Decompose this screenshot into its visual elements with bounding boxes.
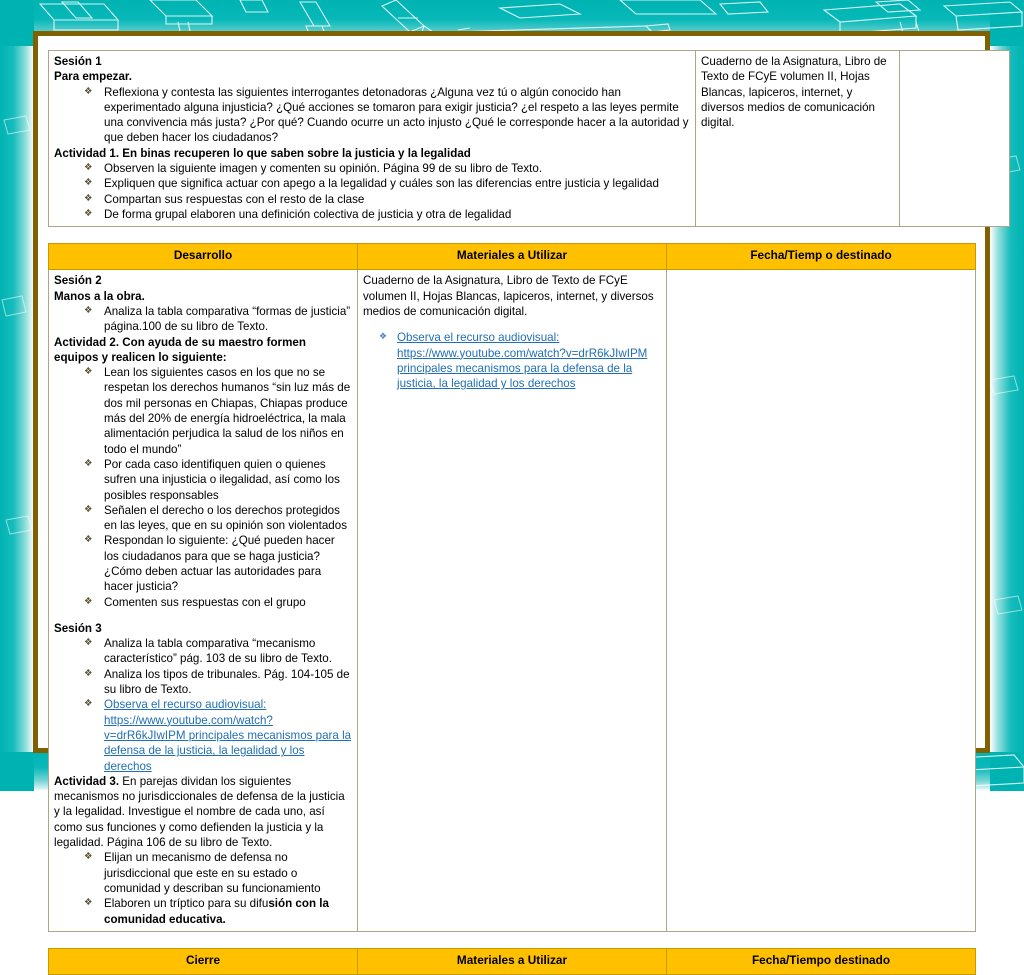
table-gap-2 [48,932,976,948]
cierre-header-row [49,948,976,974]
table-gap-1 [48,227,976,243]
phase-label-para-empezar: Para empezar. [54,70,132,84]
header-cierre: Cierre [49,948,358,974]
phase-label-manos-a-la-obra: Manos a la obra. [54,289,145,303]
list-item: ❖ Expliquen que significa actuar con apego a la legalidad y cuáles son las diferencias entre justicia y legalidad [84,176,690,191]
table-desarrollo [48,243,976,932]
activity-3-text: En parejas dividan los siguientes mecanismos no jurisdiccionales de defensa de la justicia y la legalidad. Investigue el nombre de cada uno, así como sus funciones y como defienden la justicia y la legalidad. Página 106 de su libro de Texto. [54,774,345,850]
desarrollo-fecha-cell [667,270,976,931]
teal-band-left [0,0,34,791]
activity-1-bullets [54,161,690,222]
activity-2-title: Actividad 2. Con ayuda de su maestro formen equipos y realicen lo siguiente: [54,335,306,364]
table-cierre [48,948,976,975]
activity-3-last-bold: sión con la comunidad educativa. [104,897,329,926]
list-item: ❖ Respondan lo siguiente: ¿Qué pueden hacer los ciudadanos para que se haga justicia? ¿Cómo deben actuar las autoridades para hacer justicia? [84,533,352,594]
header-desarrollo: Desarrollo [49,244,358,270]
list-item: ❖ De forma grupal elaboren una definición colectiva de justicia y otra de legalidad [84,207,690,222]
table-row [49,51,1010,227]
teal-corner-bottom-right [990,752,1024,791]
header-materiales-desarrollo: Materiales a Utilizar [358,244,667,270]
youtube-resource-link[interactable]: Observa el recurso audiovisual: https://www.youtube.com/watch?v=drR6kJIwIPM principales mecanismos para la defensa de la justicia, la legalidad y los derechos [104,698,352,773]
teal-corner-bottom-left [0,752,34,791]
session-label-2: Sesión 2 [54,274,102,288]
inicio-intro-bullets [54,85,690,146]
session-3-bullets [54,636,352,774]
list-item: ❖ Observen la siguiente imagen y comenten su opinión. Página 99 de su libro de Texto. [84,161,690,176]
lesson-plan-tables [48,50,976,975]
list-item: ❖ Compartan sus respuestas con el resto de la clase [84,192,690,207]
spacer [54,610,352,621]
inicio-materiales-cell: Cuaderno de la Asignatura, Libro de Texto de FCyE volumen II, Hojas Blancas, lapiceros, internet, y diversos medios de comunicación digital. [696,51,900,227]
list-item: ❖ Elijan un mecanismo de defensa no jurisdiccional que este en su estado o comunidad y describan su funcionamiento [84,850,352,896]
list-item: ❖ Señalen el derecho o los derechos protegidos en las leyes, que en su opinión son violentados [84,503,352,534]
list-item-link[interactable] [379,330,661,391]
list-item: ❖ Lean los siguientes casos en los que no se respetan los derechos humanos “sin luz más de dos mil personas en Chiapas, Chiapas produce más del 20% de energía hidroeléctrica, la mala alimentación perjudica la salud de los niños en todo el mundo” [84,365,352,457]
table-inicio [48,50,1010,227]
list-item: ❖ Reflexiona y contesta las siguientes interrogantes detonadoras ¿Alguna vez tú o algún conocido han experimentado alguna injusticia? ¿Qué acciones se tomaron para exigir justicia? ¿el respeto a las leyes permite una convivencia más justa? ¿Por qué? Cuando ocurre un acto injusto ¿Qué le corresponde hacer a la autoridad y que deben hacer los ciudadanos? [84,85,690,146]
list-item: ❖ Comenten sus respuestas con el grupo [84,595,352,610]
teal-corner-top-left [0,0,34,46]
table-row [49,270,976,931]
header-fecha-cierre: Fecha/Tiempo destinado [667,948,976,974]
activity-3-label: Actividad 3. [54,774,120,788]
activity-1-title: Actividad 1. En binas recuperen lo que saben sobre la justicia y la legalidad [54,146,471,160]
session-label-1: Sesión 1 [54,55,102,68]
desarrollo-header-row [49,244,976,270]
header-materiales-cierre: Materiales a Utilizar [358,948,667,974]
inicio-content-cell [49,51,696,227]
teal-corner-top-right [990,0,1024,46]
desarrollo-materiales-cell [358,270,667,931]
youtube-resource-link-materiales[interactable]: Observa el recurso audiovisual: https://www.youtube.com/watch?v=drR6kJIwIPM principales mecanismos para la defensa de la justicia, la legalidad y los derechos [397,331,648,391]
list-item: ❖ Analiza los tipos de tribunales. Pág. 104-105 de su libro de Texto. [84,667,352,698]
activity-3-bullets [54,850,352,926]
desarrollo-materiales-text: Cuaderno de la Asignatura, Libro de Texto de FCyE volumen II, Hojas Blancas, lapiceros, internet, y diversos medios de comunicación digital. [363,274,654,318]
list-item: ❖ Por cada caso identifiquen quien o quienes sufren una injusticia o ilegalidad, así como los posibles responsables [84,457,352,503]
session-label-3: Sesión 3 [54,621,102,635]
list-item [84,896,352,927]
session-2-pre-bullets [54,304,352,335]
header-fecha-desarrollo: Fecha/Tiemp o destinado [667,244,976,270]
activity-2-bullets [54,365,352,610]
list-item: ❖ Analiza la tabla comparativa “mecanismo característico” pág. 103 de su libro de Texto. [84,636,352,667]
list-item-link[interactable] [84,697,352,773]
inicio-fecha-cell [900,51,1010,227]
list-item: ❖ Analiza la tabla comparativa “formas de justicia” página.100 de su libro de Texto. [84,304,352,335]
desarrollo-materiales-link-list [363,330,661,391]
activity-3-paragraph [54,774,352,850]
desarrollo-content-cell [49,270,358,931]
activity-3-last-plain: Elaboren un tríptico para su difu [104,897,269,911]
